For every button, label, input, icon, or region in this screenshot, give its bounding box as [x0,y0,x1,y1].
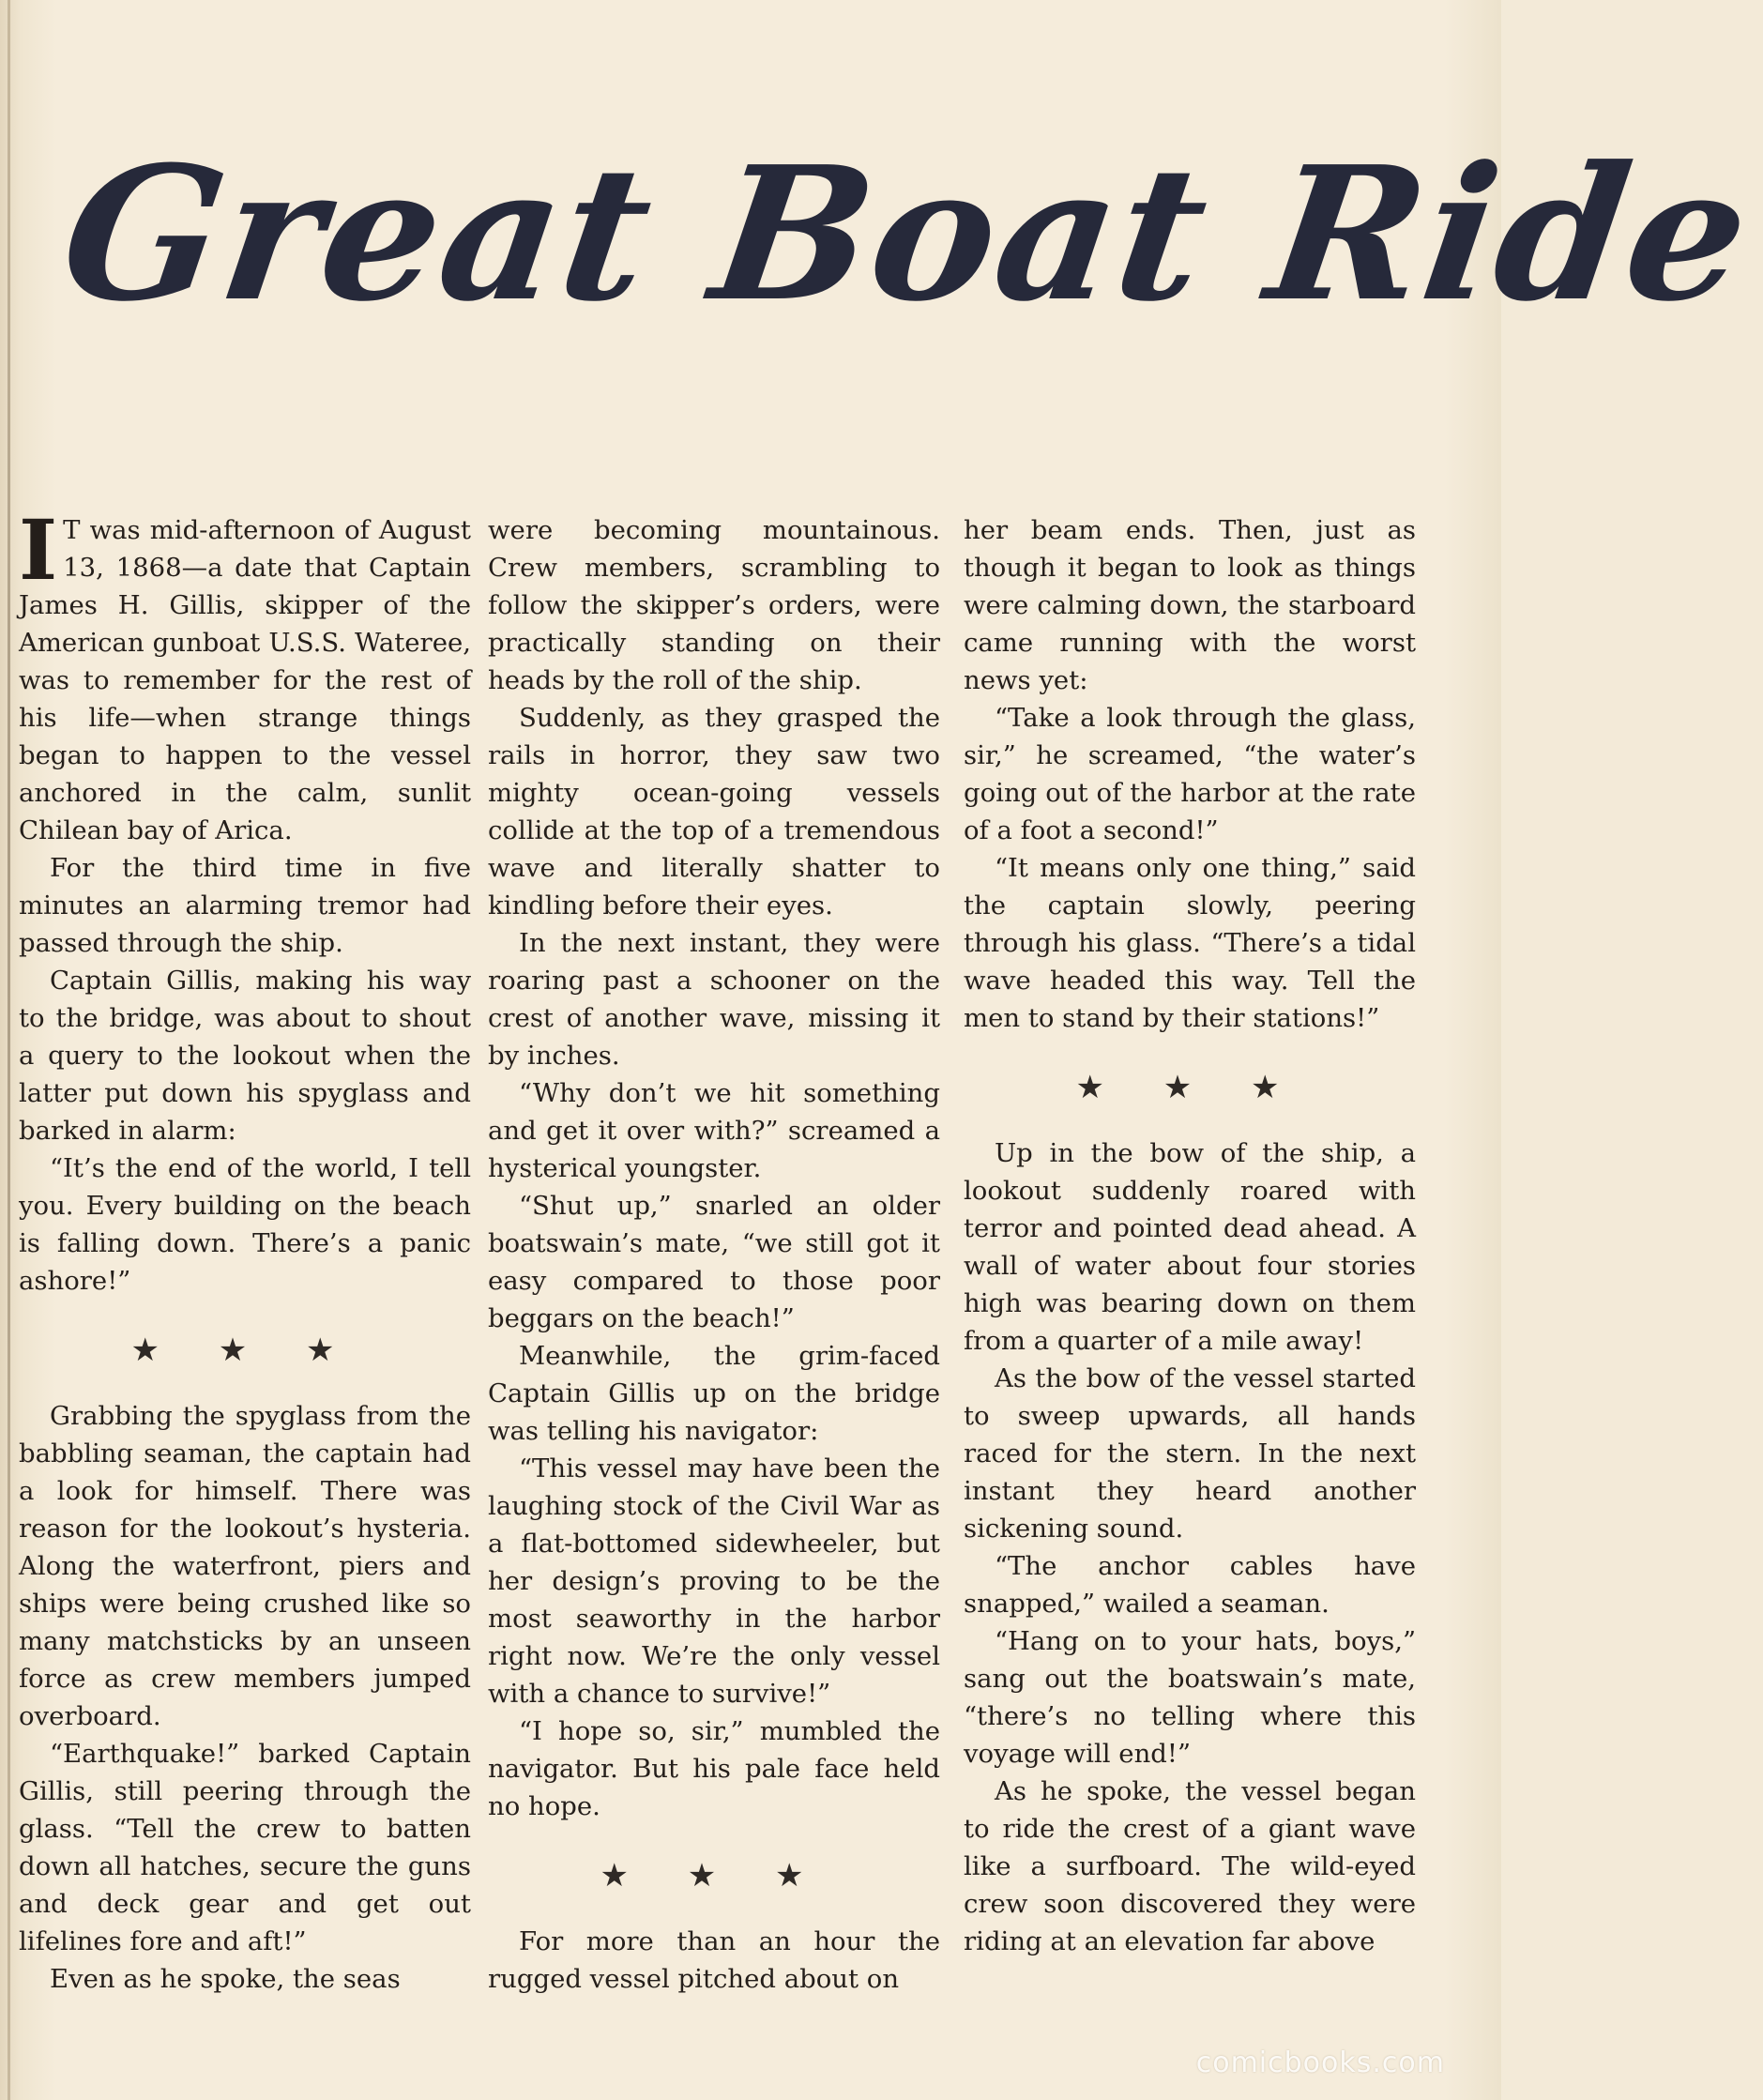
paragraph: Suddenly, as they grasped the rails in horror, they saw two mighty ocean-going vessels collide at the top of a tremendous wave and literally shatter to kindling before their eyes. [488,703,940,921]
paragraph: Captain Gillis, making his way to the bridge, was about to shout a query to the lookout when the latter put down his spyglass and barked in alarm: [19,966,471,1146]
paragraph: “It means only one thing,” said the captain slowly, peering through his glass. “There’s a tidal wave headed this way. Tell the men to stand by their stations!” [964,853,1416,1033]
paragraph: Up in the bow of the ship, a lookout suddenly roared with terror and pointed dead ahead. A wall of water about four stories high was bearing down on them from a quarter of a mile away! [964,1138,1416,1356]
paragraph: her beam ends. Then, just as though it began to look as things were calming down, the starboard came running with the worst news yet: [964,515,1416,695]
text-column-3 [964,511,1416,2032]
paragraph: In the next instant, they were roaring past a schooner on the crest of another wave, missing it by inches. [488,928,940,1071]
page-title: Great Boat Ride [50,127,1763,342]
paragraph: “This vessel may have been the laughing stock of the Civil War as a flat-bottomed sidewheeler, but her design’s proving to be the most seaworthy in the harbor right now. We’re the only vessel with a chance to survive!” [488,1453,940,1709]
paragraph: Even as he spoke, the seas [50,1964,401,1994]
section-break-stars: ★ ★ ★ [130,1332,359,1369]
paragraph [19,501,471,849]
paragraph: “Earthquake!” barked Captain Gillis, still peering through the glass. “Tell the crew to batten down all hatches, secure the guns and deck gear and get out lifelines fore and aft!” [19,1739,471,1956]
text-column-2 [488,511,940,2032]
paragraph: “Shut up,” snarled an older boatswain’s mate, “we still got it easy compared to those poor beggars on the beach!” [488,1191,940,1333]
text-column-1 [19,501,471,2032]
paragraph: Grabbing the spyglass from the babbling seaman, the captain had a look for himself. There was reason for the lookout’s hysteria. Along the waterfront, piers and ships were being crushed like so many matchsticks by an unseen force as crew members jumped overboard. [19,1401,471,1731]
paragraph: For the third time in five minutes an alarming tremor had passed through the ship. [19,853,471,958]
binding-edge [8,0,10,2100]
paragraph: Meanwhile, the grim-faced Captain Gillis up on the bridge was telling his navigator: [488,1341,940,1446]
site-watermark: comicbooks.com [1195,2047,1445,2079]
paragraph-text: T was mid-afternoon of August 13, 1868—a date that Captain James H. Gillis, skipper of the American gunboat U.S.S. Wateree, was to remember for the rest of his life—when strange things began to happen to the vessel anchored in the calm, sunlit Chilean bay of Arica. [19,515,471,845]
paragraph: “It’s the end of the world, I tell you. Every building on the beach is falling down. There’s a panic ashore!” [19,1153,471,1296]
paragraph: For more than an hour the rugged vessel pitched about on [488,1926,940,1994]
paragraph: were becoming mountainous. Crew members, scrambling to follow the skipper’s orders, were practically standing on their heads by the roll of the ship. [488,515,940,695]
paragraph: “The anchor cables have snapped,” wailed a seaman. [964,1551,1416,1619]
paragraph: “Take a look through the glass, sir,” he screamed, “the water’s going out of the harbor at the rate of a foot a second!” [964,703,1416,845]
paragraph: As he spoke, the vessel began to ride the crest of a giant wave like a surfboard. The wild-eyed crew soon discovered they were riding at an elevation far above [964,1776,1416,1956]
section-break-stars: ★ ★ ★ [1075,1069,1304,1106]
paragraph: As the bow of the vessel started to sweep upwards, all hands raced for the stern. In the next instant they heard another sickening sound. [964,1363,1416,1544]
paragraph: “I hope so, sir,” mumbled the navigator. But his pale face held no hope. [488,1716,940,1821]
paragraph: “Why don’t we hit something and get it over with?” screamed a hysterical youngster. [488,1078,940,1183]
paragraph: “Hang on to your hats, boys,” sang out the boatswain’s mate, “there’s no telling where this voyage will end!” [964,1626,1416,1769]
section-break-stars: ★ ★ ★ [600,1857,828,1895]
drop-cap: I [19,501,58,599]
